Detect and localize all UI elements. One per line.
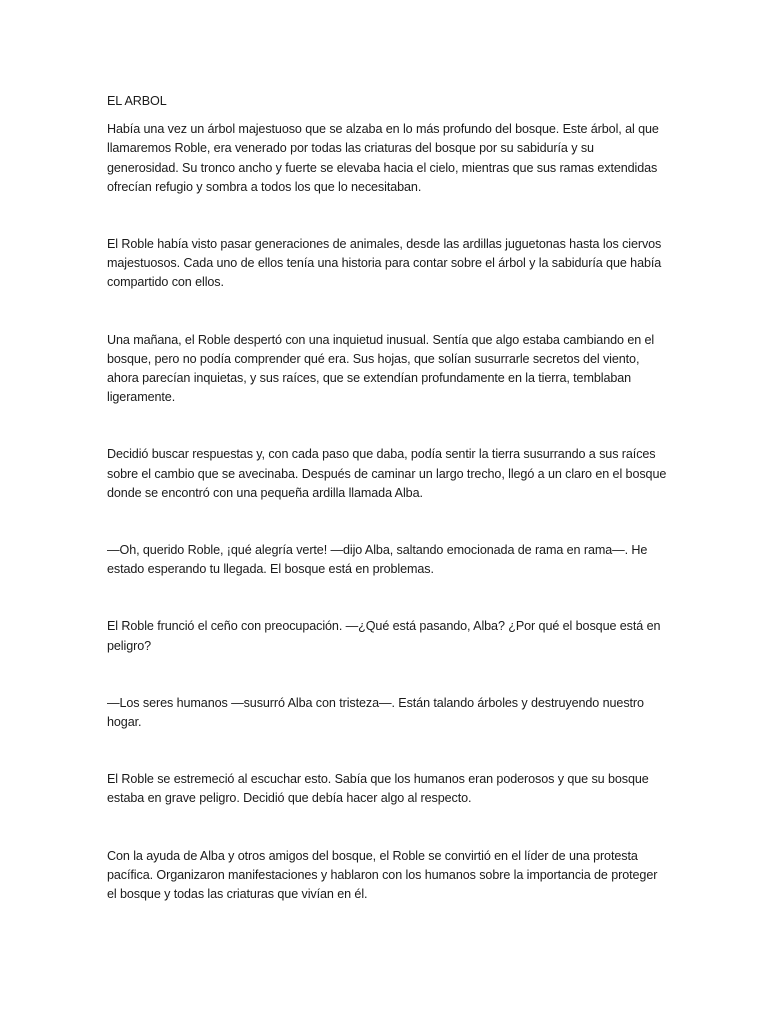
document-body: [107, 92, 667, 942]
paragraph: Con la ayuda de Alba y otros amigos del bosque, el Roble se convirtió en el líder de una protesta pacífica. Organizaron manifestaciones y hablaron con los humanos sobre la importancia de proteger el bosque y todas las criaturas que vivían en él.: [107, 848, 658, 902]
document-title: EL ARBOL: [107, 94, 167, 108]
paragraph: Una mañana, el Roble despertó con una inquietud inusual. Sentía que algo estaba cambiando en el bosque, pero no podía comprender qué era. Sus hojas, que solían susurrarle secretos del viento, ahora parecían inquietas, y sus raíces, que se extendían profundamente en la tierra, temblaban ligeramente.: [107, 332, 655, 405]
paragraph: Decidió buscar respuestas y, con cada paso que daba, podía sentir la tierra susurrando a sus raíces sobre el cambio que se avecinaba. Después de caminar un largo trecho, llegó a un claro en el bosque donde se encontró con una pequeña ardilla llamada Alba.: [107, 447, 667, 500]
paragraph: El Roble se estremeció al escuchar esto. Sabía que los humanos eran poderosos y que su bosque estaba en grave peligro. Decidió que debía hacer algo al respecto.: [107, 772, 649, 806]
paragraph: —Oh, querido Roble, ¡qué alegría verte! —dijo Alba, saltando emocionada de rama en rama—. He estado esperando tu llegada. El bosque está en problemas.: [107, 543, 648, 577]
paragraph: —Los seres humanos —susurró Alba con tristeza—. Están talando árboles y destruyendo nuestro hogar.: [107, 695, 644, 730]
paragraph: El Roble frunció el ceño con preocupación. —¿Qué está pasando, Alba? ¿Por qué el bosque está en peligro?: [107, 619, 661, 653]
paragraph: El Roble había visto pasar generaciones de animales, desde las ardillas juguetonas hasta los ciervos majestuosos. Cada uno de ellos tenía una historia para contar sobre el árbol y la sabiduría que había compartido con ellos.: [107, 237, 662, 290]
paragraph: Había una vez un árbol majestuoso que se alzaba en lo más profundo del bosque. Este árbol, al que llamaremos Roble, era venerado por todas las criaturas del bosque por su sabiduría y su generosidad. Su tronco ancho y fuerte se elevaba hacia el cielo, mientras que sus ramas extendidas ofrecían refugio y sombra a todos los que lo necesitaban.: [107, 122, 659, 194]
